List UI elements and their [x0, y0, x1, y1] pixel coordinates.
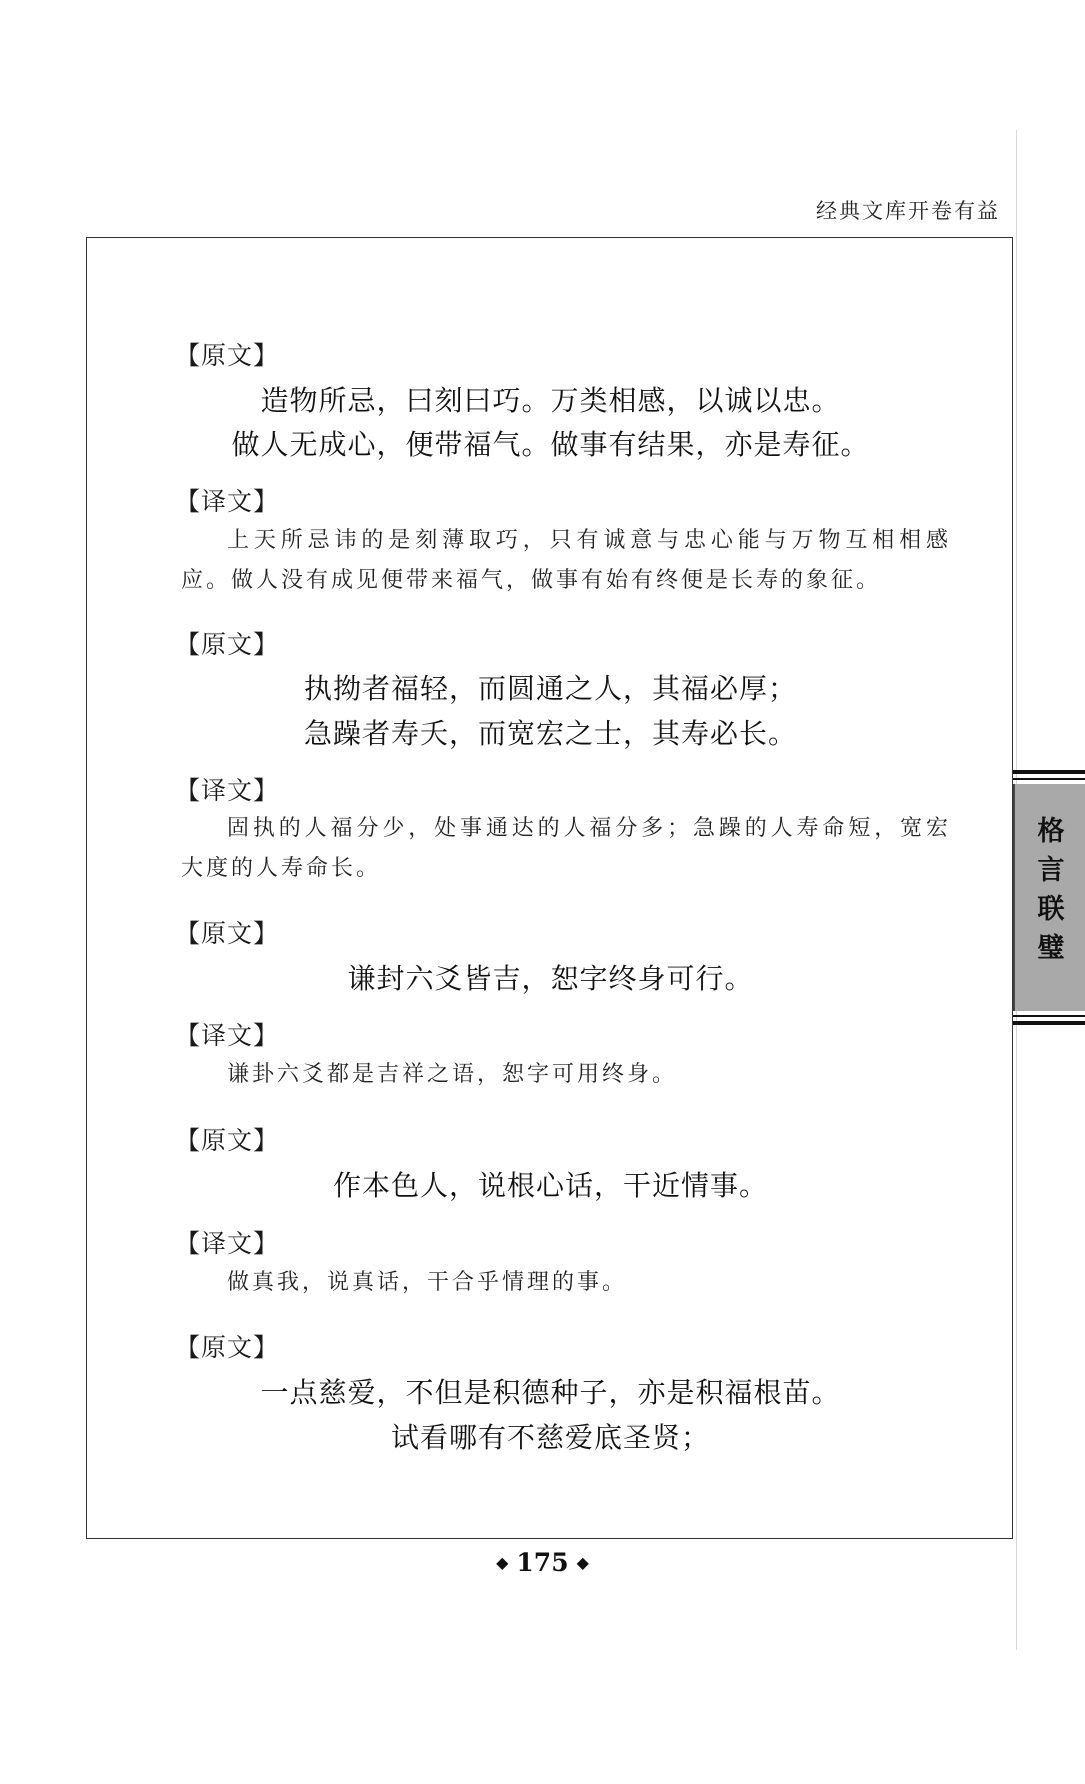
page-number-value: 175	[516, 1548, 569, 1577]
original-line: 急躁者寿夭，而宽宏之士，其寿必长。	[303, 717, 797, 750]
section-label-translation: 【译文】	[175, 1021, 280, 1050]
translation-text: 上天所忌讳的是刻薄取巧，只有诚意与忠心能与万物互相相感应。做人没有成见便带来福气，做事有始有终便是长寿的象征。	[181, 528, 951, 593]
section-label-original: 【原文】	[175, 630, 280, 659]
tab-rule	[1013, 1015, 1085, 1017]
original-line: 造物所忌，曰刻曰巧。万类相感，以诚以忠。	[260, 384, 841, 417]
section-label-translation: 【译文】	[175, 776, 280, 805]
chapter-side-tab	[1013, 770, 1085, 1025]
original-line: 一点慈爱，不但是积德种子，亦是积福根苗。	[260, 1376, 841, 1409]
section-label-translation: 【译文】	[175, 1229, 280, 1258]
section-label-original: 【原文】	[175, 341, 280, 370]
page-number	[0, 1548, 1085, 1577]
original-line: 执拗者福轻，而圆通之人，其福必厚；	[303, 672, 797, 705]
translation-text: 固执的人福分少，处事通达的人福分多；急躁的人寿命短，宽宏大度的人寿命长。	[181, 816, 951, 881]
tab-rule	[1013, 778, 1085, 780]
original-line: 做人无成心，便带福气。做事有结果，亦是寿征。	[231, 428, 870, 461]
chapter-title-char: 格	[1037, 816, 1065, 847]
diamond-icon: ◆	[576, 1553, 589, 1572]
chapter-title-char: 言	[1037, 855, 1065, 886]
tab-rule	[1013, 1021, 1085, 1025]
running-header: 经典文库开卷有益	[816, 199, 1000, 223]
chapter-title-char: 璧	[1037, 933, 1065, 964]
section-label-translation: 【译文】	[175, 487, 280, 516]
section-label-original: 【原文】	[175, 1126, 280, 1155]
tab-body	[1013, 784, 1085, 1011]
chapter-title	[1015, 812, 1085, 968]
section-label-original: 【原文】	[175, 1333, 280, 1362]
translation-text: 做真我，说真话，干合乎情理的事。	[227, 1270, 628, 1295]
translation-text: 谦卦六爻都是吉祥之语，恕字可用终身。	[227, 1062, 678, 1087]
chapter-title-char: 联	[1037, 894, 1065, 925]
original-line: 作本色人，说根心话，干近情事。	[332, 1169, 768, 1202]
content-frame	[86, 237, 1013, 1539]
section-label-original: 【原文】	[175, 919, 280, 948]
tab-rule	[1013, 770, 1085, 774]
original-line: 谦封六爻皆吉，恕字终身可行。	[347, 962, 754, 995]
original-line: 试看哪有不慈爱底圣贤；	[390, 1421, 710, 1454]
diamond-icon: ◆	[496, 1553, 509, 1572]
